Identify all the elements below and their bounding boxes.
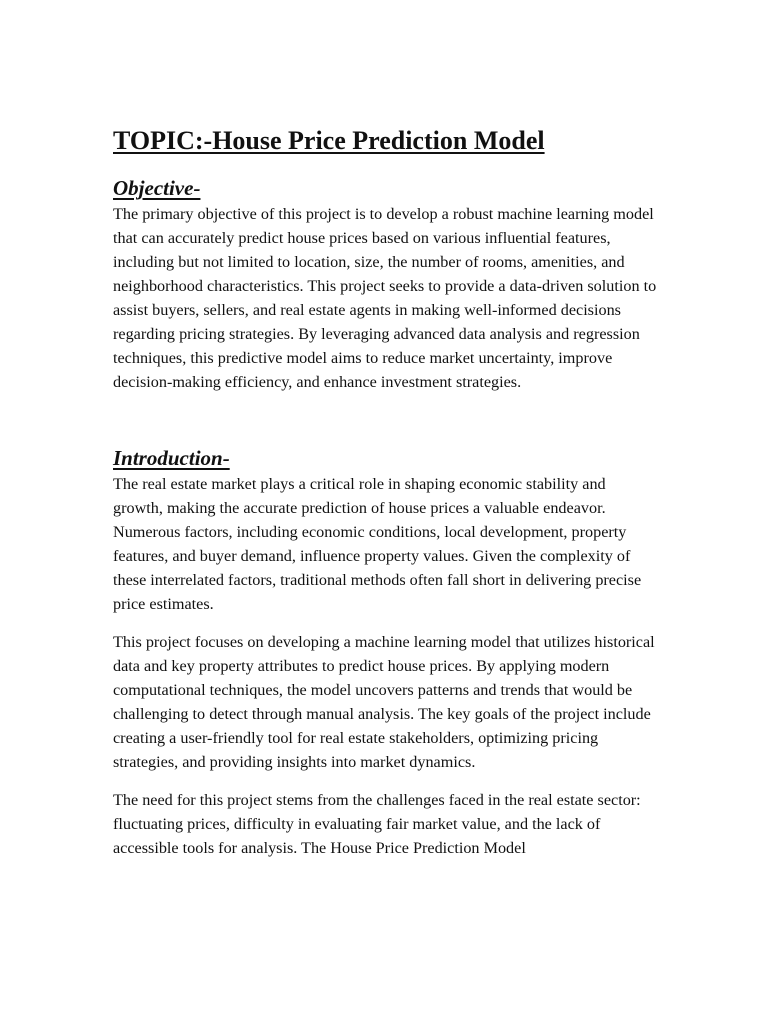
introduction-paragraph-1: The real estate market plays a critical role in shaping economic stability and growth, making the accurate prediction of house prices a valuable endeavor. Numerous factors, including economic conditions, local development, property features, and buyer demand, influence property values. Given the complexity of these interrelated factors, traditional methods often fall short in delivering precise price estimates. [113, 475, 642, 613]
introduction-paragraph-2: This project focuses on developing a machine learning model that utilizes historical data and key property attributes to predict house prices. By applying modern computational techniques, the model uncovers patterns and trends that would be challenging to detect through manual analysis. The key goals of the project include creating a user-friendly tool for real estate stakeholders, optimizing pricing strategies, and providing insights into market dynamics. [113, 633, 655, 771]
document-body [113, 124, 658, 860]
section-heading-objective: Objective- [113, 176, 201, 200]
objective-paragraph: The primary objective of this project is to develop a robust machine learning model that can accurately predict house prices based on various influential features, including but not limited to location, size, the number of rooms, amenities, and neighborhood characteristics. This project seeks to provide a data-driven solution to assist buyers, sellers, and real estate agents in making well-informed decisions regarding pricing strategies. By leveraging advanced data analysis and regression techniques, this predictive model aims to reduce market uncertainty, improve decision-making efficiency, and enhance investment strategies. [113, 205, 657, 391]
page-title: TOPIC:-House Price Prediction Model [113, 126, 545, 155]
introduction-paragraph-3: The need for this project stems from the challenges faced in the real estate sector: fluctuating prices, difficulty in evaluating fair market value, and the lack of accessible tools for analysis. The House Price Prediction Model [113, 791, 641, 857]
section-heading-introduction: Introduction- [113, 446, 230, 470]
